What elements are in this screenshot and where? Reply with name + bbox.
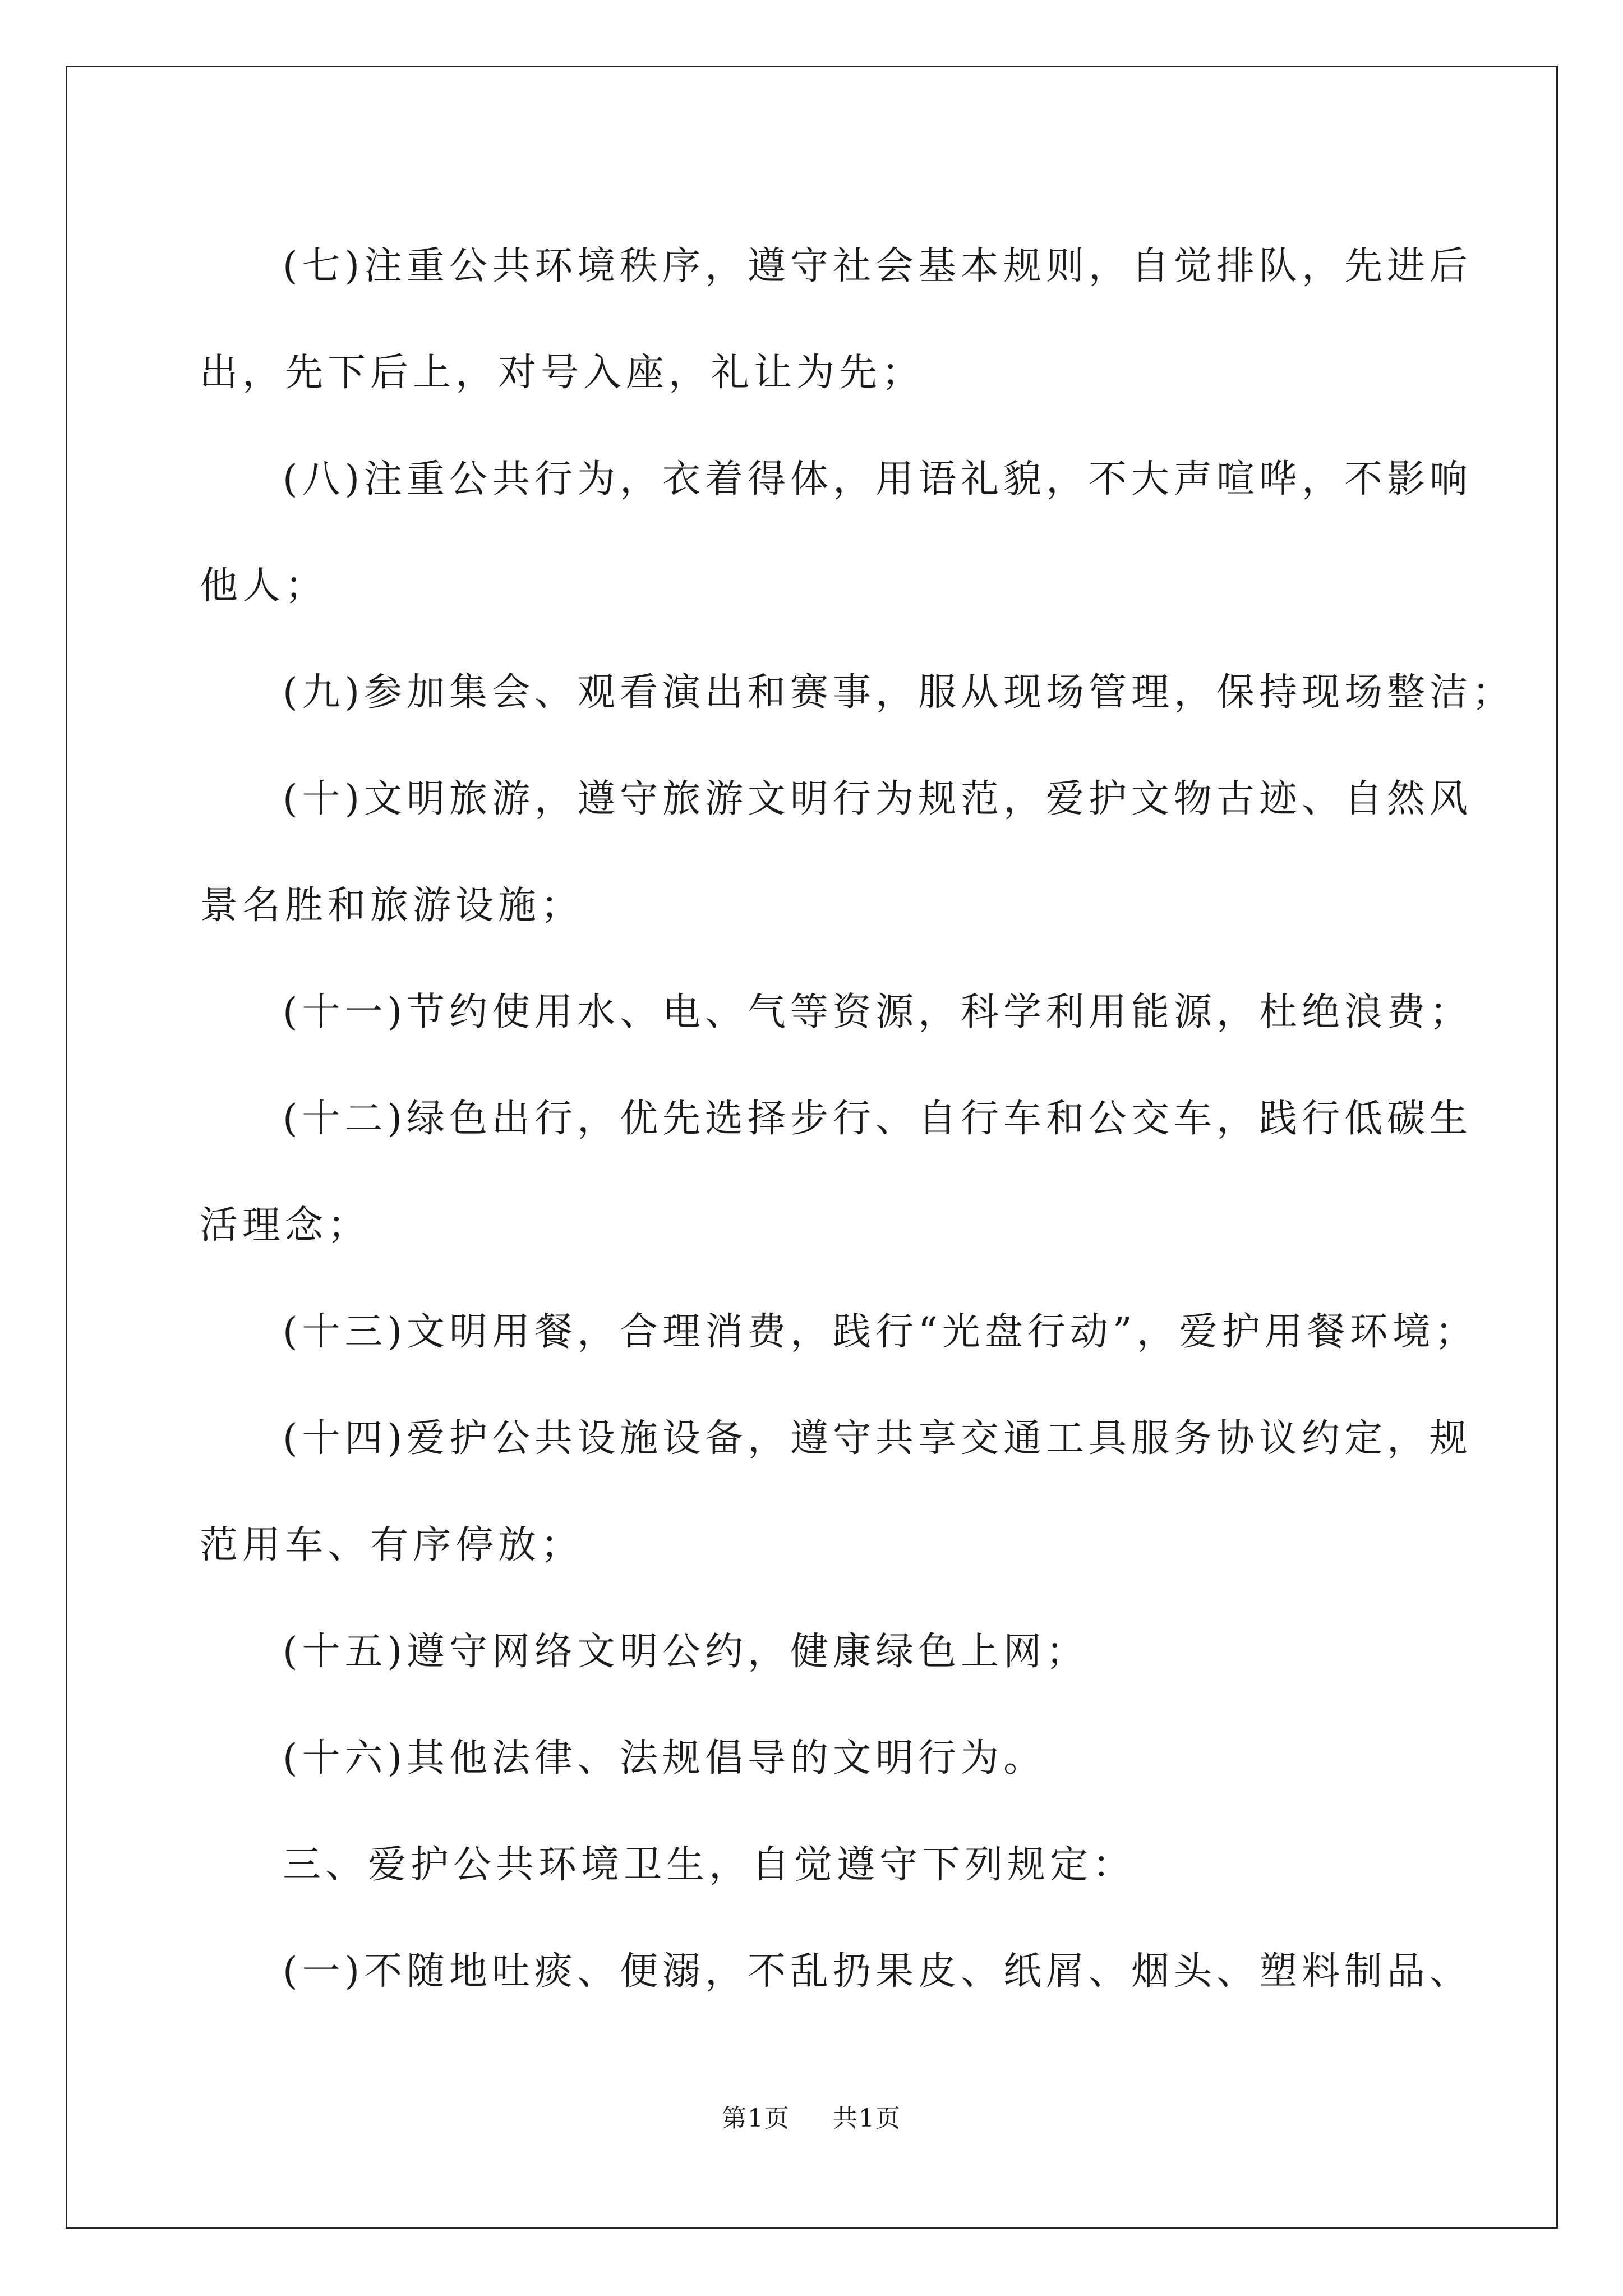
text-line: (十六)其他法律、法规倡导的文明行为。 bbox=[283, 1736, 1046, 1780]
text-line: 活理念； bbox=[200, 1203, 371, 1248]
text-line: (十五)遵守网络文明公约，健康绿色上网； bbox=[283, 1630, 1089, 1674]
text-line: (一)不随地吐痰、便溺，不乱扔果皮、纸屑、烟头、塑料制品、 bbox=[283, 1949, 1473, 1994]
text-line: (十三)文明用餐，合理消费，践行“光盘行动”，爱护用餐环境； bbox=[283, 1310, 1478, 1354]
text-line: 三、爱护公共环境卫生，自觉遵守下列规定： bbox=[283, 1843, 1136, 1887]
text-line: 他人； bbox=[200, 564, 328, 608]
text-line: (八)注重公共行为，衣着得体，用语礼貌，不大声喧哗，不影响 bbox=[283, 457, 1473, 501]
text-line: 景名胜和旅游设施； bbox=[200, 884, 584, 928]
page-footer bbox=[0, 2098, 1623, 2134]
text-line: 出，先下后上，对号入座，礼让为先； bbox=[200, 351, 925, 395]
text-line: (七)注重公共环境秩序，遵守社会基本规则，自觉排队，先进后 bbox=[283, 244, 1473, 288]
document-body bbox=[200, 213, 1515, 2025]
page-total: 共1页 bbox=[833, 2104, 901, 2133]
text-line: 范用车、有序停放； bbox=[200, 1523, 584, 1567]
text-line: (十二)绿色出行，优先选择步行、自行车和公交车，践行低碳生 bbox=[283, 1097, 1473, 1141]
text-line: (十一)节约使用水、电、气等资源，科学利用能源，杜绝浪费； bbox=[283, 990, 1473, 1034]
text-line: (十四)爱护公共设施设备，遵守共享交通工具服务协议约定，规 bbox=[283, 1416, 1473, 1461]
page-number: 第1页 bbox=[722, 2104, 790, 2133]
text-line: (十)文明旅游，遵守旅游文明行为规范，爱护文物古迹、自然风 bbox=[283, 777, 1473, 821]
text-line: (九)参加集会、观看演出和赛事，服从现场管理，保持现场整洁； bbox=[283, 670, 1515, 715]
